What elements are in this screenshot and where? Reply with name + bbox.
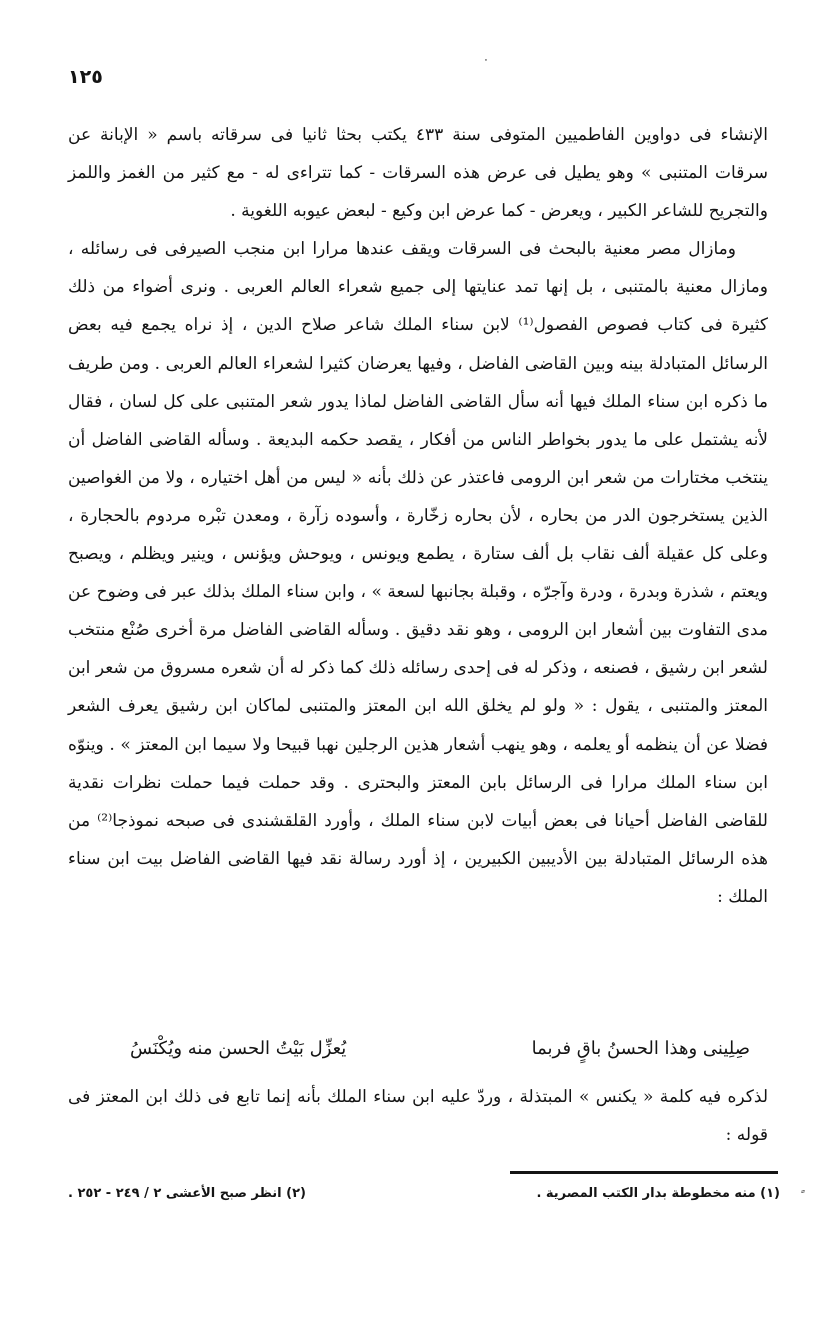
poetry-verse bbox=[130, 1030, 750, 1068]
verse-second-hemistich: يُعزِّل بَيْتُ الحسن منه ويُكْنَسُ bbox=[130, 1038, 347, 1059]
main-text bbox=[68, 116, 768, 916]
paragraph-3: لذكره فيه كلمة « يكنس » المبتذلة ، وردّ عليه ابن سناء الملك بأنه إنما تابع فى ذلك ابن المعتز فى قوله : bbox=[68, 1087, 768, 1145]
page-number: ١٢٥ bbox=[68, 66, 103, 88]
footnote-2: (٢) انظر صبح الأعشى ٢ / ٢٤٩ - ٢٥٢ . bbox=[68, 1186, 306, 1201]
footnotes bbox=[68, 1183, 780, 1205]
paragraph-1: الإنشاء فى دواوين الفاطميين المتوفى سنة ٤٣٣ يكتب بحثا ثانيا فى سرقاته باسم « الإبانة عن سرقات المتنبى » وهو يطيل فى عرض هذه السرقات - كما تتراءى له - مع كثير من الغمز واللمز والتجريح للشاعر الكبير ، ويعرض - كما عرض ابن وكيع - لبعض عيوبه اللغوية . bbox=[68, 125, 769, 222]
top-mark: ٠ bbox=[483, 53, 489, 66]
footnote-1: (١) منه مخطوطة بدار الكتب المصرية . bbox=[536, 1186, 780, 1201]
post-verse-text bbox=[68, 1078, 768, 1154]
footnote-separator bbox=[510, 1171, 778, 1174]
verse-first-hemistich: صِلِينى وهذا الحسنُ باقٍ فربما bbox=[531, 1038, 750, 1059]
paragraph-2: ومازال مصر معنية بالبحث فى السرقات ويقف عندها مرارا ابن منجب الصيرفى فى رسائله ، ومازال معنية بالمتنبى ، بل إنها تمد عنايتها إلى جميع شعراء العالم العربى . ونرى أضواء من ذلك كثيرة فى كتاب فصوص الفصول⁽¹⁾ لابن سناء الملك شاعر صلاح الدين ، إذ نراه يجمع فيه بعض الرسائل المتبادلة بينه وبين القاضى الفاضل ، وفيها يعرضان كثيرا لشعراء العالم العربى . ومن طريف ما ذكره ابن سناء الملك فيها أنه سأل القاضى الفاضل لماذا يدور شعر المتنبى على كل لسان ، فقال لأنه يشتمل على ما يدور بخواطر الناس من أفكار ، يقصد حكمه البديعة . وسأله القاضى الفاضل أن ينتخب مختارات من شعر ابن الرومى فاعتذر عن ذلك بأنه « ليس من أهل اختياره ، ولا من الغواصين الذين يستخرجون الدر من بحاره ، لأن بحاره زخّارة ، وأسوده زآرة ، ومعدن تبْره مردوم بالحجارة ، وعلى كل عقيلة ألف نقاب بل ألف ستارة ، يطمع ويونس ، ويوحش ويؤنس ، وينير ويظلم ، ويصبح ويعتم ، شذرة وبدرة ، ودرة وآجرّه ، وقبلة بجانبها لسعة » ، وابن سناء الملك بذلك عبر فى وضوح عن مدى التفاوت بين أشعار ابن الرومى ، وهو نقد دقيق . وسأله القاضى الفاضل مرة أخرى صُنْع منتخب لشعر ابن رشيق ، فصنعه ، وذكر له فى إحدى رسائله ذلك كما ذكر له أن شعره مسروق من شعر ابن المعتز والمتنبى ، يقول : « ولو لم يخلق الله ابن المعتز والمتنبى لماكان ابن رشيق يعرف الشعر فضلا عن أن ينظمه أو يعلمه ، وهو ينهب أشعار هذين الرجلين نهبا قبيحا ولا سيما ابن المعتز » . وينوّه ابن سناء الملك مرارا فى الرسائل بابن المعتز والبحترى . وقد حملت فيما حملت نظرات نقدية للقاضى الفاضل أحيانا فى بعض أبيات لابن سناء الملك ، وأورد القلقشندى فى صبحه نموذجا⁽²⁾ من هذه الرسائل المتبادلة بين الأديبين الكبيرين ، إذ أورد رسالة نقد فيها القاضى الفاضل بيت ابن سناء الملك : bbox=[68, 239, 769, 907]
